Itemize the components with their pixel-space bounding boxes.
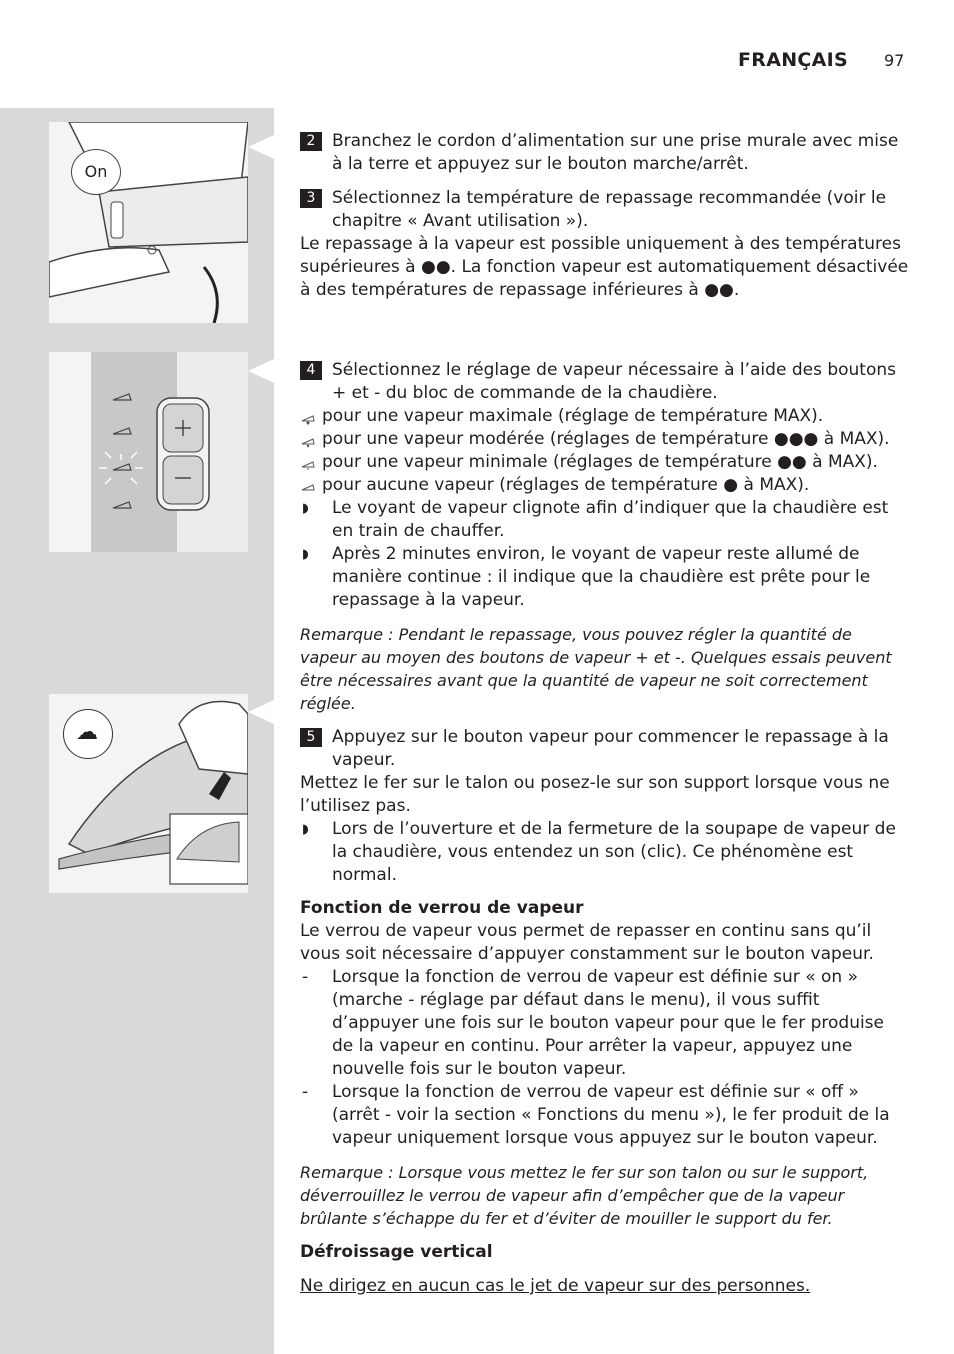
steam-lock-paragraph: Le verrou de vapeur vous permet de repasser en continu sans qu’il vous soit nécessaire d’appuyer constamment sur le bouton vapeur. bbox=[300, 921, 874, 964]
illustration-steam-control bbox=[49, 352, 248, 552]
power-button-label: On bbox=[84, 162, 108, 181]
step-3 bbox=[300, 187, 910, 233]
step-number: 4 bbox=[300, 361, 322, 380]
dash-mark: - bbox=[302, 967, 309, 987]
bullet-text: Après 2 minutes environ, le voyant de vapeur reste allumé de manière continue : il indique que la chaudière est prête pour le repassage à la vapeur. bbox=[332, 544, 871, 610]
steam-level-text: pour une vapeur modérée (réglages de température ●●● à MAX). bbox=[322, 429, 890, 449]
step-text: Appuyez sur le bouton vapeur pour commencer le repassage à la vapeur. bbox=[332, 727, 889, 770]
dash-text: Lorsque la fonction de verrou de vapeur est définie sur « off » (arrêt - voir la section « Fonctions du menu »), le fer produit de la vapeur uniquement lorsque vous appuyez sur le bouton vapeur. bbox=[332, 1082, 890, 1148]
warning-text: Ne dirigez en aucun cas le jet de vapeur sur des personnes. bbox=[300, 1276, 811, 1296]
bullet-arrow-icon: ◗ bbox=[302, 822, 309, 837]
heel-paragraph: Mettez le fer sur le talon ou posez-le sur son support lorsque vous ne l’utilisez pas. bbox=[300, 773, 890, 816]
steam-level-max bbox=[300, 405, 910, 428]
bullet-arrow-icon: ◗ bbox=[302, 501, 309, 516]
steam-level-text: pour une vapeur maximale (réglage de température MAX). bbox=[322, 406, 824, 426]
steam-cloud-icon: ☁ bbox=[76, 720, 98, 745]
dash-text: Lorsque la fonction de verrou de vapeur est définie sur « on » (marche - réglage par défaut dans le menu), il vous suffit d’appuyer une fois sur le bouton vapeur pour que le fer produise de la vapeur en continu. Pour arrêter la vapeur, appuyez une nouvelle fois sur le bouton vapeur. bbox=[332, 967, 885, 1079]
bullet-arrow-icon: ◗ bbox=[302, 547, 309, 562]
steam-level-text: pour aucune vapeur (réglages de température ● à MAX). bbox=[322, 475, 810, 495]
dash-item bbox=[300, 966, 910, 1081]
pointer-arrow-3 bbox=[248, 700, 274, 724]
step-number: 5 bbox=[300, 728, 322, 747]
step-text: Sélectionnez la température de repassage recommandée (voir le chapitre « Avant utilisation »). bbox=[332, 188, 887, 231]
power-button-drawing bbox=[49, 122, 248, 323]
minimal-steam-icon bbox=[300, 455, 316, 469]
section-heading-vertical: Défroissage vertical bbox=[300, 1242, 493, 1262]
steam-cloud-callout bbox=[63, 709, 113, 759]
step-4 bbox=[300, 359, 910, 405]
dash-mark: - bbox=[302, 1082, 309, 1102]
temperature-paragraph: Le repassage à la vapeur est possible uniquement à des températures supérieures à ●●. La fonction vapeur est automatiquement désactivée à des températures de repassage inférieures à ●●. bbox=[300, 234, 909, 300]
illustration-steam-trigger bbox=[49, 694, 248, 893]
moderate-steam-icon bbox=[300, 432, 316, 446]
pointer-arrow-2 bbox=[248, 359, 274, 383]
bullet-text: Le voyant de vapeur clignote afin d’indiquer que la chaudière est en train de chauffer. bbox=[332, 498, 889, 541]
step-text: Sélectionnez le réglage de vapeur nécessaire à l’aide des boutons + et - du bloc de commande de la chaudière. bbox=[332, 360, 896, 403]
note-steam-adjust: Remarque : Pendant le repassage, vous pouvez régler la quantité de vapeur au moyen des boutons de vapeur + et -. Quelques essais peuvent être nécessaires avant que la quantité de vapeur ne soit correctement réglée. bbox=[300, 625, 892, 713]
pointer-arrow-1 bbox=[248, 135, 274, 159]
step-number: 2 bbox=[300, 132, 322, 151]
steam-control-drawing bbox=[49, 352, 248, 552]
page-number: 97 bbox=[884, 51, 905, 70]
no-steam-icon bbox=[300, 478, 316, 492]
note-unlock: Remarque : Lorsque vous mettez le fer sur son talon ou sur le support, déverrouillez le verrou de vapeur afin d’empêcher que de la vapeur brûlante s’échappe du fer et d’éviter de mouiller le support du fer. bbox=[300, 1163, 869, 1228]
steam-level-none bbox=[300, 474, 910, 497]
steam-level-moderate bbox=[300, 428, 910, 451]
max-steam-icon bbox=[300, 409, 316, 423]
step-2 bbox=[300, 130, 910, 176]
step-5 bbox=[300, 726, 910, 772]
bullet-item bbox=[300, 543, 910, 612]
bullet-item bbox=[300, 818, 910, 887]
bullet-text: Lors de l’ouverture et de la fermeture de la soupape de vapeur de la chaudière, vous entendez un son (clic). Ce phénomène est normal. bbox=[332, 819, 896, 885]
step-number: 3 bbox=[300, 189, 322, 208]
bullet-item bbox=[300, 497, 910, 543]
steam-level-text: pour une vapeur minimale (réglages de température ●● à MAX). bbox=[322, 452, 878, 472]
illustration-power-button bbox=[49, 122, 248, 323]
language-header: FRANÇAIS bbox=[738, 49, 849, 71]
power-button-callout bbox=[71, 149, 121, 195]
steam-level-minimal bbox=[300, 451, 910, 474]
section-heading-steam-lock: Fonction de verrou de vapeur bbox=[300, 898, 584, 918]
step-text: Branchez le cordon d’alimentation sur une prise murale avec mise à la terre et appuyez sur le bouton marche/arrêt. bbox=[332, 131, 899, 174]
dash-item bbox=[300, 1081, 910, 1150]
main-content bbox=[300, 130, 910, 1298]
